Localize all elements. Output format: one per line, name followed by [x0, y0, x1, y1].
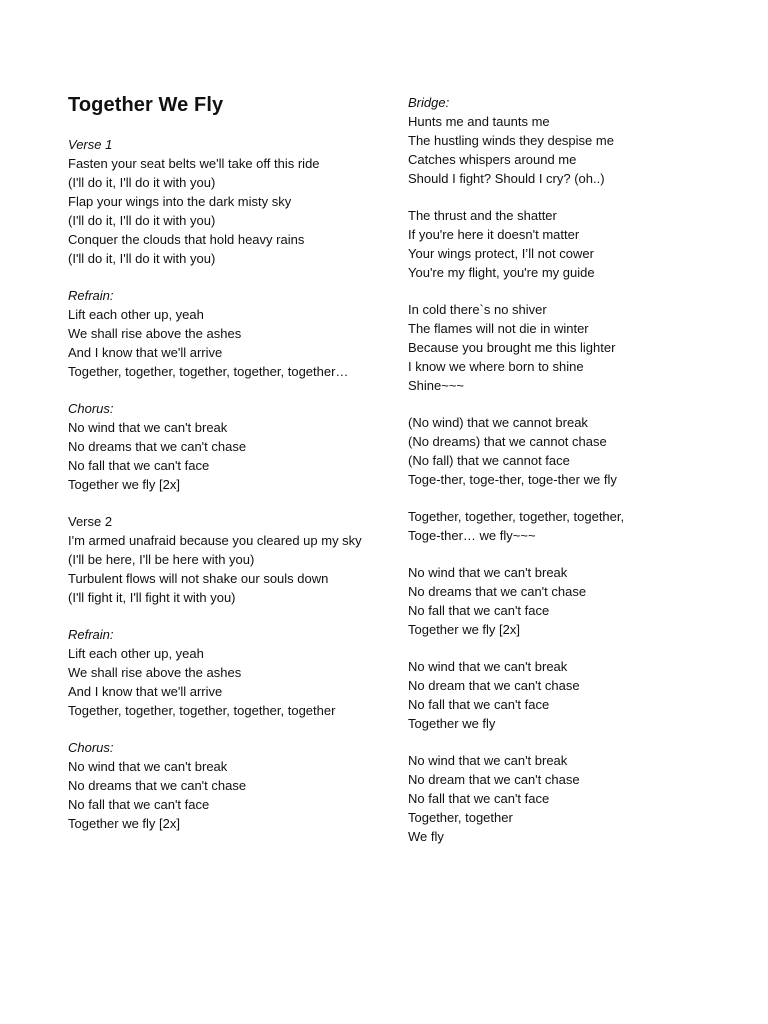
- lyric-line: No fall that we can't face: [68, 458, 210, 473]
- lyric-line: (No dreams) that we cannot chase: [408, 434, 607, 449]
- lyric-line: The flames will not die in winter: [408, 321, 589, 336]
- lyric-line: Because you brought me this lighter: [408, 340, 616, 355]
- lyric-line: Together, together, together, together,: [408, 509, 625, 524]
- lyric-line: Flap your wings into the dark misty sky: [68, 194, 292, 209]
- lyric-line: Turbulent flows will not shake our souls down: [68, 571, 329, 586]
- lyric-line: Toge-ther, toge-ther, toge-ther we fly: [408, 472, 617, 487]
- lyric-line: Fasten your seat belts we'll take off this ride: [68, 156, 320, 171]
- lyric-line: The thrust and the shatter: [408, 208, 557, 223]
- lyric-line: The hustling winds they despise me: [408, 133, 614, 148]
- stanza-heading: Refrain:: [68, 627, 114, 642]
- lyric-line: No wind that we can't break: [68, 420, 228, 435]
- lyric-stanza: [68, 399, 388, 494]
- lyric-stanza: [408, 93, 738, 188]
- lyric-line: Lift each other up, yeah: [68, 646, 204, 661]
- lyric-line: (No wind) that we cannot break: [408, 415, 588, 430]
- lyric-line: Your wings protect, I’ll not cower: [408, 246, 594, 261]
- lyric-stanza: [408, 657, 738, 733]
- lyric-line: (I'll do it, I'll do it with you): [68, 213, 216, 228]
- lyric-line: Together we fly [2x]: [408, 622, 520, 637]
- lyric-line: I know we where born to shine: [408, 359, 584, 374]
- lyric-line: No fall that we can't face: [408, 791, 550, 806]
- lyric-line: Hunts me and taunts me: [408, 114, 550, 129]
- lyric-line: Together, together, together, together, together…: [68, 364, 349, 379]
- lyric-line: Catches whispers around me: [408, 152, 577, 167]
- stanza-heading: Bridge:: [408, 95, 450, 110]
- lyric-line: No dream that we can't chase: [408, 772, 580, 787]
- lyric-line: No dream that we can't chase: [408, 678, 580, 693]
- lyric-line: In cold there`s no shiver: [408, 302, 547, 317]
- lyric-line: Together, together, together, together, together: [68, 703, 336, 718]
- lyric-line: We shall rise above the ashes: [68, 665, 242, 680]
- lyric-line: And I know that we'll arrive: [68, 345, 223, 360]
- lyric-line: Together we fly: [408, 716, 496, 731]
- lyric-stanza: [408, 413, 738, 489]
- lyric-line: No fall that we can't face: [408, 603, 550, 618]
- lyric-line: No wind that we can't break: [408, 565, 568, 580]
- lyric-line: No fall that we can't face: [68, 797, 210, 812]
- lyric-line: I'm armed unafraid because you cleared up my sky: [68, 533, 362, 548]
- lyric-line: No dreams that we can't chase: [68, 439, 247, 454]
- lyric-line: No wind that we can't break: [408, 659, 568, 674]
- stanza-heading: Refrain:: [68, 288, 114, 303]
- lyric-stanza: [408, 563, 738, 639]
- lyric-stanza: [408, 206, 738, 282]
- left-column: [68, 92, 388, 851]
- lyric-line: We shall rise above the ashes: [68, 326, 242, 341]
- stanza-heading: Chorus:: [68, 740, 114, 755]
- lyric-stanza: [68, 135, 388, 268]
- lyric-line: If you're here it doesn't matter: [408, 227, 580, 242]
- lyric-stanza: [408, 507, 738, 545]
- right-column: [408, 93, 738, 864]
- lyric-stanza: [408, 300, 738, 395]
- lyric-line: Conquer the clouds that hold heavy rains: [68, 232, 305, 247]
- lyric-line: No wind that we can't break: [408, 753, 568, 768]
- lyric-line: And I know that we'll arrive: [68, 684, 223, 699]
- page-title: Together We Fly: [68, 94, 224, 116]
- lyric-line: No dreams that we can't chase: [408, 584, 587, 599]
- lyric-line: Toge-ther… we fly~~~: [408, 528, 536, 543]
- lyric-line: You're my flight, you're my guide: [408, 265, 595, 280]
- lyric-line: Together, together: [408, 810, 513, 825]
- lyric-line: (No fall) that we cannot face: [408, 453, 570, 468]
- stanza-heading: Verse 1: [68, 137, 113, 152]
- lyric-line: We fly: [408, 829, 444, 844]
- lyric-line: Together we fly [2x]: [68, 816, 180, 831]
- lyric-line: (I'll be here, I'll be here with you): [68, 552, 255, 567]
- lyric-line: No dreams that we can't chase: [68, 778, 247, 793]
- lyric-line: Shine~~~: [408, 378, 465, 393]
- lyric-stanza: [68, 286, 388, 381]
- lyric-stanza: [68, 625, 388, 720]
- lyric-line: Lift each other up, yeah: [68, 307, 204, 322]
- right-sections: [408, 93, 738, 846]
- lyric-line: No fall that we can't face: [408, 697, 550, 712]
- lyric-stanza: [408, 751, 738, 846]
- stanza-heading: Verse 2: [68, 514, 113, 529]
- lyric-stanza: [68, 512, 388, 607]
- lyric-line: Should I fight? Should I cry? (oh..): [408, 171, 605, 186]
- lyric-line: (I'll do it, I'll do it with you): [68, 175, 216, 190]
- lyric-line: (I'll fight it, I'll fight it with you): [68, 590, 236, 605]
- lyric-line: No wind that we can't break: [68, 759, 228, 774]
- lyric-stanza: [68, 738, 388, 833]
- lyric-line: Together we fly [2x]: [68, 477, 180, 492]
- left-sections: [68, 135, 388, 833]
- stanza-heading: Chorus:: [68, 401, 114, 416]
- lyric-line: (I'll do it, I'll do it with you): [68, 251, 216, 266]
